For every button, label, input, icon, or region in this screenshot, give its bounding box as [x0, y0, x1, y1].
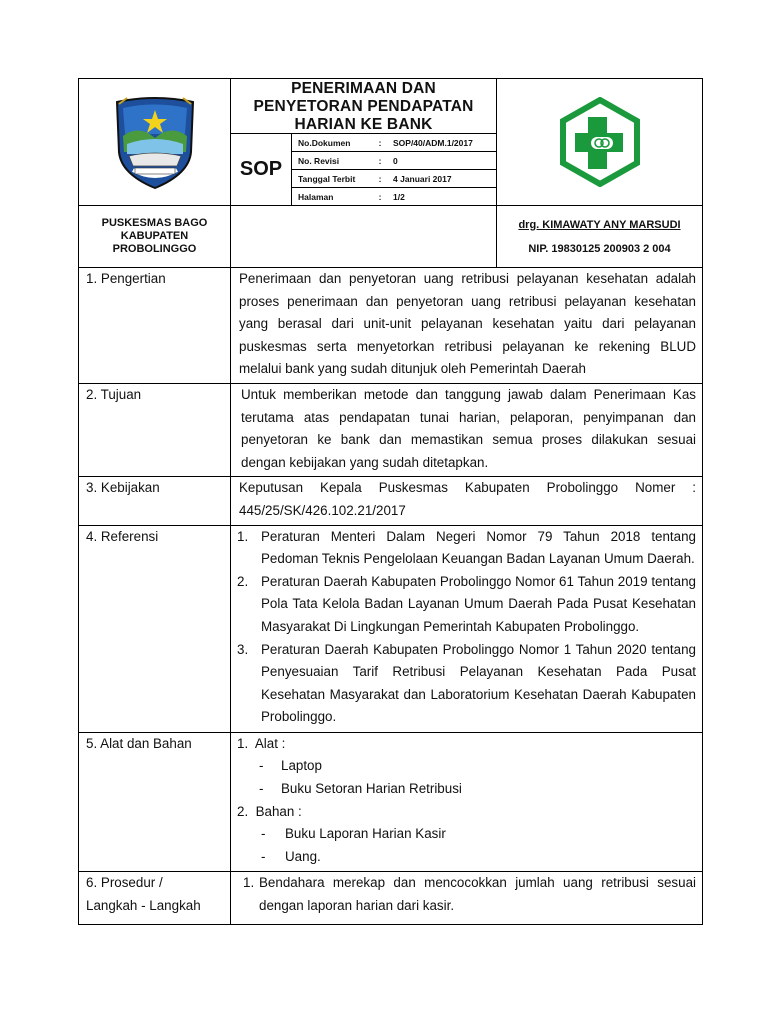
reference-number: 2. — [237, 573, 249, 589]
reference-item — [237, 526, 696, 571]
alat-item — [237, 755, 696, 778]
bahan-item — [237, 823, 696, 846]
prosedur-label-line-2: Langkah - Langkah — [86, 898, 201, 914]
meta-value: 4 Januari 2017 — [387, 170, 496, 188]
procedure-number: 1. — [243, 875, 255, 891]
sop-document — [78, 78, 702, 925]
bahan-heading: 2. Bahan : — [237, 803, 302, 819]
org-line-3: PROBOLINGGO — [112, 243, 197, 255]
alat-item-text: Buku Setoran Harian Retribusi — [281, 781, 462, 797]
meta-colon: : — [373, 134, 387, 152]
alat-item-text: Laptop — [281, 758, 322, 774]
section-text: Untuk memberikan metode dan tanggung jawab dalam Penerimaan Kas terutama atas pendapatan tunai harian, pelaporan, penyimpanan dan penyetoran ke bank dan memastikan semua proses dilakukan sesuai dengan kebijakan yang sudah ditetapkan. — [231, 383, 703, 476]
row-pengertian — [79, 268, 703, 384]
section-label: 3. Kebijakan — [79, 477, 231, 525]
bahan-item-text: Uang. — [285, 848, 321, 864]
section-label: 4. Referensi — [79, 525, 231, 732]
row-prosedur — [79, 872, 703, 924]
organization-name — [79, 206, 231, 268]
signatory-name: drg. KIMAWATY ANY MARSUDI — [518, 218, 681, 231]
reference-item — [237, 639, 696, 729]
org-line-2: KABUPATEN — [120, 230, 189, 242]
reference-list — [231, 525, 703, 732]
puskesmas-green-cross-icon — [555, 97, 645, 187]
sop-content-table — [78, 267, 703, 925]
bahan-item — [237, 846, 696, 869]
dash-marker: - — [259, 781, 264, 797]
meta-value: 1/2 — [393, 191, 405, 202]
procedure-text: Bendahara merekap dan mencocokkan jumlah uang retribusi sesuai dengan laporan harian dari kasir. — [259, 875, 696, 914]
meta-row-no-dokumen — [292, 134, 496, 152]
title-line-1: PENERIMAAN DAN — [291, 80, 436, 97]
reference-text: Peraturan Menteri Dalam Negeri Nomor 79 Tahun 2018 tentang Pedoman Teknis Pengelolaan Keuangan Badan Layanan Umum Daerah. — [261, 528, 696, 567]
bahan-item-text: Buku Laporan Harian Kasir — [285, 826, 446, 842]
prosedur-label-line-1: 6. Prosedur / — [86, 875, 163, 891]
signatory-nip: NIP. 19830125 200903 2 004 — [528, 242, 671, 255]
meta-colon: : — [373, 152, 387, 170]
org-line-1: PUSKESMAS BAGO — [101, 217, 208, 229]
blank-cell — [231, 206, 497, 268]
tools-materials — [231, 732, 703, 872]
dash-marker: - — [261, 826, 266, 842]
row-alat-bahan — [79, 732, 703, 872]
meta-label: Tanggal Terbit — [292, 170, 373, 188]
title-line-2: PENYETORAN PENDAPATAN — [253, 98, 474, 115]
meta-row-halaman — [292, 188, 496, 206]
procedure-step — [243, 872, 696, 917]
title-line-3: HARIAN KE BANK — [294, 116, 433, 133]
section-label: 2. Tujuan — [79, 383, 231, 476]
meta-colon: : — [378, 191, 382, 202]
section-label: 5. Alat dan Bahan — [79, 732, 231, 872]
signatory-block — [497, 206, 703, 268]
meta-row-no-revisi — [292, 152, 496, 170]
meta-label: No. Revisi — [292, 152, 373, 170]
reference-text: Peraturan Daerah Kabupaten Probolinggo Nomor 61 Tahun 2019 tentang Pola Tata Kelola Badan Layanan Umum Daerah Pada Pusat Kesehatan Masyarakat Di Lingkungan Pemerintah Kabupaten Probolinggo. — [261, 573, 696, 634]
section-text: Keputusan Kepala Puskesmas Kabupaten Probolinggo Nomer : 445/25/SK/426.102.21/2017 — [231, 477, 703, 525]
sop-label: SOP — [231, 134, 292, 206]
document-meta — [292, 134, 496, 205]
puskesmas-logo-cell — [497, 79, 703, 206]
row-kebijakan — [79, 477, 703, 525]
section-label: 1. Pengertian — [79, 268, 231, 384]
sop-header-table — [78, 78, 703, 268]
meta-row-tanggal-terbit — [292, 170, 496, 188]
meta-value: SOP/40/ADM.1/2017 — [387, 134, 496, 152]
reference-item — [237, 571, 696, 639]
procedure-list — [231, 872, 703, 924]
meta-label: No.Dokumen — [292, 134, 373, 152]
document-title — [231, 79, 497, 134]
regency-coat-of-arms-icon — [113, 94, 197, 190]
dash-marker: - — [259, 758, 264, 774]
section-text: Penerimaan dan penyetoran uang retribusi pelayanan kesehatan adalah proses penerimaan dan penyetoran uang retribusi pelayanan kesehatan yang berasal dari unit-unit pelayanan kesehatan yaitu dari pelayanan puskesmas serta menyetorkan retribusi pelayanan ke rekening BLUD melalui bank yang sudah ditunjuk oleh Pemerintah Daerah — [231, 268, 703, 384]
reference-number: 1. — [237, 528, 249, 544]
dash-marker: - — [261, 848, 266, 864]
reference-number: 3. — [237, 641, 249, 657]
alat-item — [237, 778, 696, 801]
regency-logo-cell — [79, 79, 231, 206]
section-label — [79, 872, 231, 924]
document-meta-cell — [292, 134, 497, 206]
alat-heading: 1. Alat : — [237, 735, 286, 751]
reference-text: Peraturan Daerah Kabupaten Probolinggo Nomor 1 Tahun 2020 tentang Penyesuaian Tarif Retribusi Pelayanan Kesehatan Pada Pusat Kesehatan Masyarakat dan Laboratorium Kesehatan Daerah Kabupaten Probolinggo. — [261, 641, 696, 725]
meta-colon: : — [373, 170, 387, 188]
row-referensi — [79, 525, 703, 732]
meta-value: 0 — [387, 152, 496, 170]
meta-label: Halaman — [298, 191, 334, 202]
row-tujuan — [79, 383, 703, 476]
